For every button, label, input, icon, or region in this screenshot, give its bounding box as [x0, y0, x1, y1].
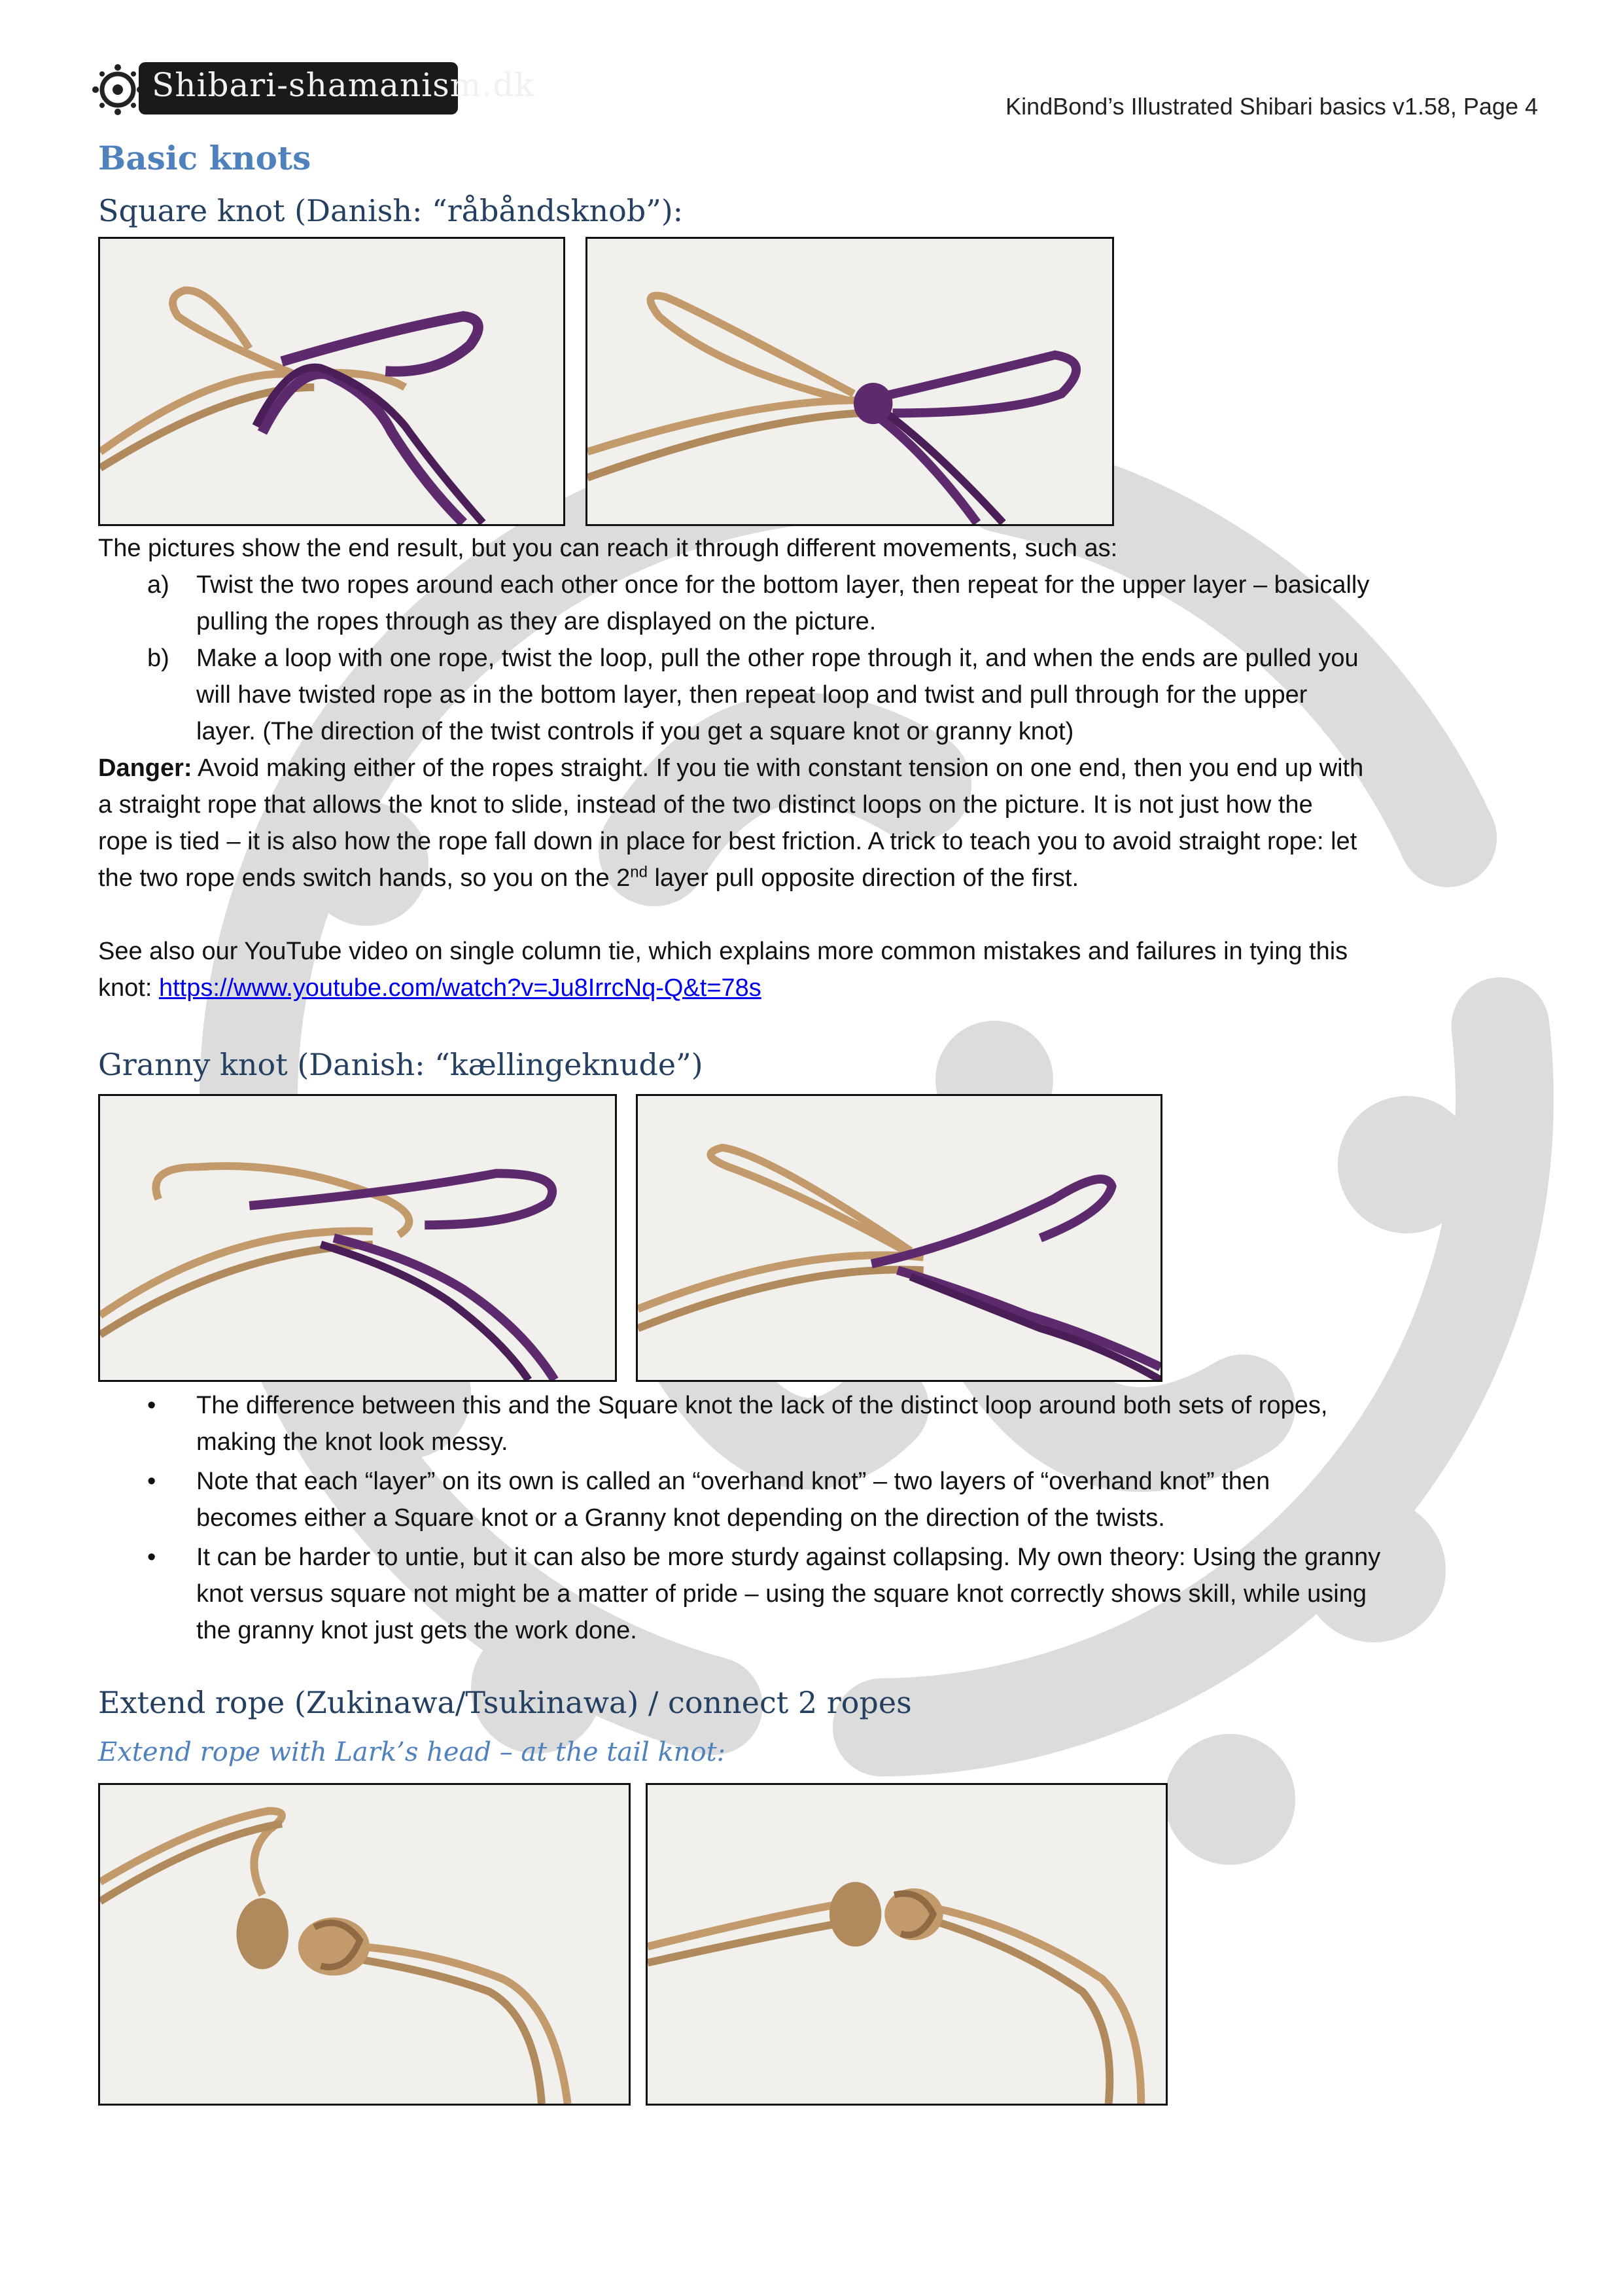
bullet-text-line: It can be harder to untie, but it can also be more sturdy against collapsing. My own theory: Using the granny	[196, 1544, 1381, 1571]
video-prefix: knot:	[98, 974, 159, 1002]
step-marker: a)	[147, 571, 169, 599]
danger-label: Danger:	[98, 754, 192, 782]
danger-text: the two rope ends switch hands, so you on the 2	[98, 864, 631, 892]
bullet-icon: •	[147, 1544, 156, 1571]
larks-head-photo-2	[646, 1783, 1168, 2106]
bullet-text-line: knot versus square not might be a matter of pride – using the square knot correctly shows skill, while using	[196, 1580, 1367, 1608]
danger-line: a straight rope that allows the knot to slide, instead of the two distinct loops on the picture. It is not just how the	[98, 791, 1313, 819]
video-link-line	[98, 970, 1531, 1006]
step-text-line: Make a loop with one rope, twist the loop, pull the other rope through it, and when the ends are pulled you	[196, 645, 1359, 672]
bullet-text-line: Note that each “layer” on its own is called an “overhand knot” – two layers of “overhand knot” then	[196, 1468, 1270, 1495]
danger-line	[98, 860, 1531, 896]
step-text-line: layer. (The direction of the twist controls if you get a square knot or granny knot)	[196, 718, 1074, 745]
site-logo[interactable]	[92, 62, 535, 122]
bullet-icon: •	[147, 1392, 156, 1419]
square-knot-heading: Square knot (Danish: “råbåndsknob”):	[98, 193, 684, 228]
section-title: Basic knots	[98, 139, 311, 177]
page-header-info: KindBond’s Illustrated Shibari basics v1.58, Page 4	[1005, 93, 1538, 120]
square-knot-photo-1	[98, 237, 565, 526]
logo-text: Shibari-shamanism.dk	[152, 66, 535, 104]
step-text-line: Twist the two ropes around each other once for the bottom layer, then repeat for the upper layer – basically	[196, 571, 1370, 599]
bullet-icon: •	[147, 1468, 156, 1495]
youtube-video-link[interactable]: https://www.youtube.com/watch?v=Ju8IrrcNq-Q&t=78s	[158, 974, 761, 1002]
square-knot-photo-2	[585, 237, 1114, 526]
ordinal-superscript: nd	[630, 863, 648, 881]
danger-line	[98, 750, 1531, 786]
video-note: See also our YouTube video on single column tie, which explains more common mistakes and failures in tying this	[98, 938, 1348, 965]
extend-rope-heading: Extend rope (Zukinawa/Tsukinawa) / connect 2 ropes	[98, 1685, 912, 1720]
square-knot-intro: The pictures show the end result, but you can reach it through different movements, such as:	[98, 535, 1118, 562]
larks-head-subheading: Extend rope with Lark’s head – at the tail knot:	[98, 1737, 726, 1767]
granny-knot-photo-1	[98, 1094, 617, 1382]
danger-text: layer pull opposite direction of the first.	[648, 864, 1079, 892]
danger-text: Avoid making either of the ropes straight. If you tie with constant tension on one end, then you end up with	[192, 754, 1364, 782]
bullet-text-line: the granny knot just gets the work done.	[196, 1617, 637, 1644]
danger-line: rope is tied – it is also how the rope fall down in place for best friction. A trick to teach you to avoid straight rope: let	[98, 828, 1357, 855]
step-marker: b)	[147, 645, 169, 672]
spiral-symbol-icon	[92, 63, 144, 116]
bullet-text-line: becomes either a Square knot or a Granny knot depending on the direction of the twists.	[196, 1504, 1165, 1532]
larks-head-photo-1	[98, 1783, 631, 2106]
step-text-line: pulling the ropes through as they are displayed on the picture.	[196, 608, 877, 635]
granny-knot-photo-2	[636, 1094, 1162, 1382]
step-text-line: will have twisted rope as in the bottom layer, then repeat loop and twist and pull through for the upper	[196, 681, 1308, 709]
granny-knot-heading: Granny knot (Danish: “kællingeknude”)	[98, 1047, 703, 1082]
bullet-text-line: The difference between this and the Square knot the lack of the distinct loop around both sets of ropes,	[196, 1392, 1328, 1419]
bullet-text-line: making the knot look messy.	[196, 1428, 508, 1456]
